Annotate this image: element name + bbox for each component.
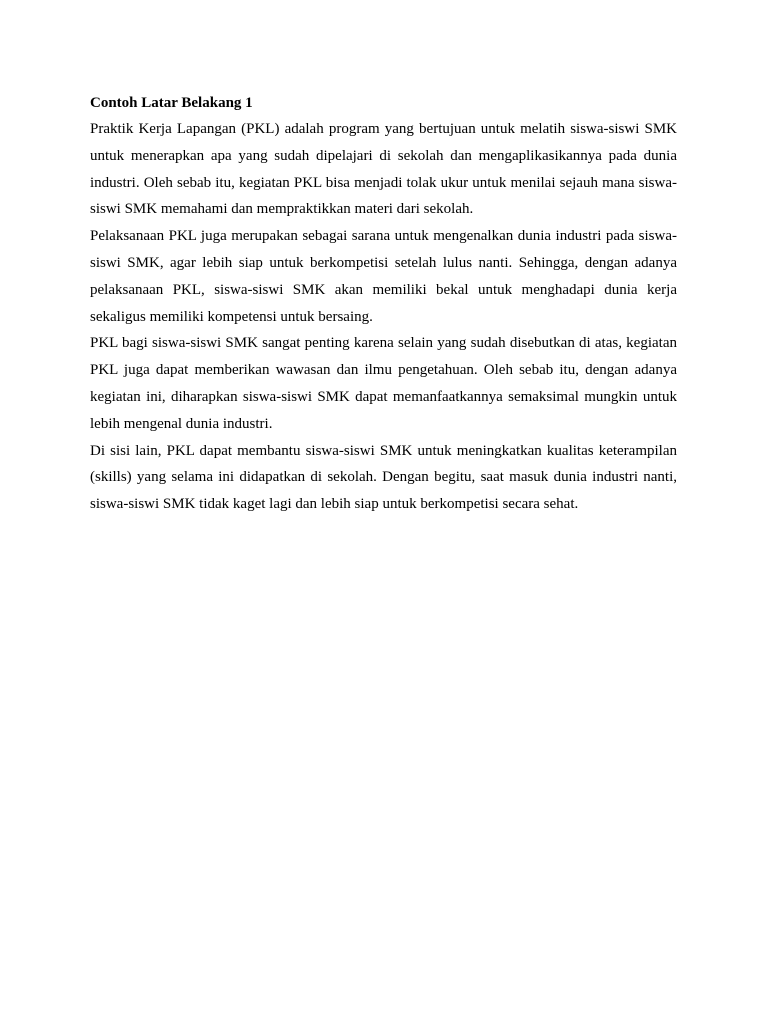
- document-title: Contoh Latar Belakang 1: [90, 95, 253, 111]
- paragraph-2: Pelaksanaan PKL juga merupakan sebagai sarana untuk mengenalkan dunia industri pada siswa-siswi SMK, agar lebih siap untuk berkompetisi setelah lulus nanti. Sehingga, dengan adanya pelaksanaan PKL, siswa-siswi SMK akan memiliki bekal untuk menghadapi dunia kerja sekaligus memiliki kompetensi untuk bersaing.: [90, 228, 677, 325]
- document-page: [90, 92, 677, 518]
- paragraph-4: Di sisi lain, PKL dapat membantu siswa-siswi SMK untuk meningkatkan kualitas keterampilan (skills) yang selama ini didapatkan di sekolah. Dengan begitu, saat masuk dunia industri nanti, siswa-siswi SMK tidak kaget lagi dan lebih siap untuk berkompetisi secara sehat.: [90, 442, 677, 513]
- paragraph-3: PKL bagi siswa-siswi SMK sangat penting karena selain yang sudah disebutkan di atas, kegiatan PKL juga dapat memberikan wawasan dan ilmu pengetahuan. Oleh sebab itu, dengan adanya kegiatan ini, diharapkan siswa-siswi SMK dapat memanfaatkannya semaksimal mungkin untuk lebih mengenal dunia industri.: [90, 335, 677, 432]
- paragraph-1: Praktik Kerja Lapangan (PKL) adalah program yang bertujuan untuk melatih siswa-siswi SMK untuk menerapkan apa yang sudah dipelajari di sekolah dan mengaplikasikannya pada dunia industri. Oleh sebab itu, kegiatan PKL bisa menjadi tolak ukur untuk menilai sejauh mana siswa-siswi SMK memahami dan mempraktikkan materi dari sekolah.: [90, 121, 677, 218]
